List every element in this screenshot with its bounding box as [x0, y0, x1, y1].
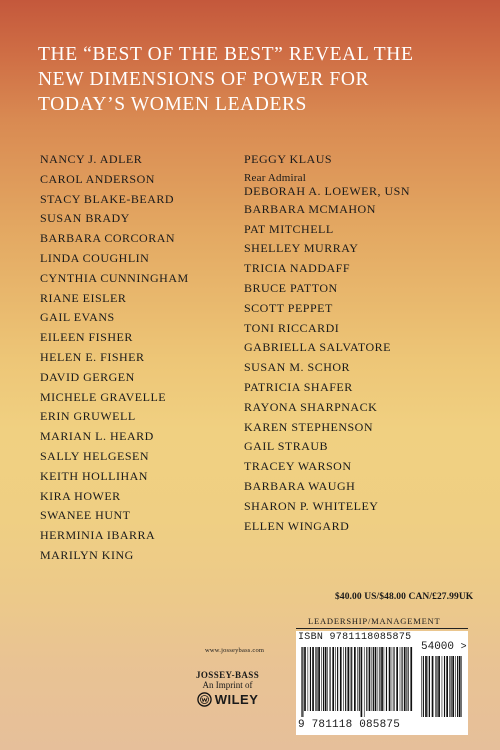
barcode-bar: [347, 647, 349, 711]
barcode-bar: [402, 647, 403, 711]
website: www.josseybass.com: [205, 647, 265, 654]
contributor-name: ERIN GRUWELL: [40, 409, 136, 424]
barcode-bar: [304, 647, 306, 711]
barcode-bar: [429, 656, 430, 717]
barcode-bar: [425, 656, 427, 717]
barcode-bar: [332, 647, 334, 711]
barcode-bar: [406, 647, 407, 711]
barcode-bar: [321, 647, 322, 711]
contributor-name: CAROL ANDERSON: [40, 171, 155, 186]
barcode-bar: [379, 647, 380, 711]
barcode-bar: [357, 647, 358, 711]
publisher-name: JOSSEY-BASS: [196, 670, 260, 680]
barcode-bar: [350, 647, 351, 711]
barcode-bar: [384, 647, 385, 711]
headline: [38, 42, 478, 117]
barcode-number: 9 781118 085875: [298, 719, 401, 731]
barcode-bar: [396, 647, 398, 711]
barcode-bar: [410, 647, 412, 711]
barcode-bar: [364, 647, 365, 717]
contributor-name: SALLY HELGESEN: [40, 448, 150, 463]
contributor-name: RAYONA SHARPNACK: [244, 399, 378, 414]
barcode-bar: [316, 647, 317, 711]
barcode-bar: [451, 656, 452, 717]
category-label: LEADERSHIP/MANAGEMENT: [308, 616, 441, 626]
contributor-name: BARBARA CORCORAN: [40, 231, 176, 246]
barcode-addon: [420, 656, 464, 717]
contributor-name: BARBARA MCMAHON: [244, 201, 376, 216]
contributor-name: GAIL STRAUB: [244, 439, 329, 454]
barcode-bar: [361, 647, 363, 717]
barcode-main: [300, 647, 414, 717]
price: $40.00 US/$48.00 CAN/£27.99UK: [335, 592, 474, 602]
contributor-name: KAREN STEPHENSON: [244, 419, 374, 434]
contributor-name: SHELLEY MURRAY: [244, 241, 359, 256]
publisher-block: [196, 670, 259, 707]
barcode-bar: [386, 647, 387, 711]
contributor-name: SWANEE HUNT: [40, 508, 131, 523]
contributor-ranked: [244, 170, 410, 200]
barcode-bar: [351, 647, 352, 711]
barcode-bar: [359, 647, 360, 711]
barcode-bar: [366, 647, 367, 711]
barcode-panel: [296, 631, 468, 735]
contributor-name: EILEEN FISHER: [40, 330, 133, 345]
contributor-name: TRACEY WARSON: [244, 459, 352, 474]
contributor-name: DEBORAH A. LOEWER, USN: [244, 183, 410, 198]
contributor-name: HELEN E. FISHER: [40, 349, 145, 364]
isbn-label: ISBN 9781118085875: [298, 632, 412, 643]
barcode-bar: [432, 656, 434, 717]
barcode-bar: [369, 647, 371, 711]
contributor-name: RIANE EISLER: [40, 290, 127, 305]
barcode-bar: [444, 656, 445, 717]
barcode-bar: [438, 656, 440, 717]
barcode-bar: [318, 647, 320, 711]
barcode-bar: [375, 647, 377, 711]
barcode-bar: [335, 647, 336, 711]
barcode-bar: [392, 647, 393, 711]
headline-line: THE “BEST OF THE BEST” REVEAL THE: [38, 44, 414, 65]
barcode-bar: [421, 656, 422, 717]
barcode-bar: [389, 647, 391, 711]
barcode-bar: [428, 656, 429, 717]
contributor-name: NANCY J. ADLER: [40, 152, 143, 166]
contributors-left-column: [40, 150, 189, 566]
wiley-name: WILEY: [214, 692, 259, 707]
barcode-bar: [393, 647, 394, 711]
barcode-bar: [372, 647, 373, 711]
barcode-bar: [449, 656, 450, 717]
barcode-bar: [400, 647, 401, 711]
barcode-bar: [457, 656, 458, 717]
contributor-name: PAT MITCHELL: [244, 221, 334, 236]
barcode-bar: [327, 647, 328, 711]
price-code-value: 54000: [421, 641, 455, 653]
barcode-bar: [343, 647, 344, 711]
contributor-rank: Rear Admiral: [244, 171, 306, 184]
contributor-name: TRICIA NADDAFF: [244, 261, 351, 276]
barcode-bar: [461, 656, 462, 717]
barcode-bar: [436, 656, 437, 717]
contributor-name: BRUCE PATTON: [244, 280, 338, 295]
contributor-name: MARIAN L. HEARD: [40, 429, 154, 444]
barcode-bar: [330, 647, 331, 711]
barcode-bar: [308, 647, 309, 711]
contributor-name: TONI RICCARDI: [244, 320, 340, 335]
barcode-bar: [459, 656, 461, 717]
contributor-name: SCOTT PEPPET: [244, 300, 333, 315]
contributor-name: DAVID GERGEN: [40, 369, 135, 384]
barcode-bar: [325, 647, 327, 711]
contributor-name: SHARON P. WHITELEY: [244, 498, 379, 513]
contributor-name: PEGGY KLAUS: [244, 152, 333, 166]
contributor-name: GABRIELLA SALVATORE: [244, 340, 391, 355]
barcode-bar: [340, 647, 342, 711]
barcode-bar: [435, 656, 436, 717]
barcode-bar: [345, 647, 346, 711]
contributor-name: PATRICIA SHAFER: [244, 379, 353, 394]
contributor-name: LINDA COUGHLIN: [40, 250, 150, 265]
barcode-bar: [452, 656, 454, 717]
barcode-bar: [446, 656, 448, 717]
barcode-bar: [378, 647, 379, 711]
contributor-name: CYNTHIA CUNNINGHAM: [40, 270, 189, 285]
contributor-name: SUSAN BRADY: [40, 211, 130, 226]
wiley-logo: [196, 692, 259, 707]
contributor-name: GAIL EVANS: [40, 310, 115, 325]
barcode-bar: [337, 647, 338, 711]
contributor-name: STACY BLAKE-BEARD: [40, 191, 175, 206]
barcode-bar: [408, 647, 409, 711]
contributor-name: KEITH HOLLIHAN: [40, 468, 148, 483]
barcode-bar: [404, 647, 406, 711]
barcode-bar: [301, 647, 302, 717]
headline-line: TODAY’S WOMEN LEADERS: [38, 94, 308, 115]
barcode-bar: [323, 647, 324, 711]
barcode-bar: [381, 647, 383, 711]
contributor-name: ELLEN WINGARD: [244, 518, 350, 533]
wiley-seal-icon: [197, 692, 212, 707]
barcode-bar: [423, 656, 424, 717]
barcode-bar: [310, 647, 311, 711]
contributor-name: MICHELE GRAVELLE: [40, 389, 167, 404]
barcode-bar: [312, 647, 314, 711]
barcode-bar: [442, 656, 443, 717]
contributor-name: SUSAN M. SCHOR: [244, 360, 351, 375]
barcode-bar: [354, 647, 356, 711]
contributor-name: MARILYN KING: [40, 547, 134, 562]
divider: [296, 628, 468, 629]
price-code-marker: >: [460, 642, 467, 653]
barcode-bar: [455, 656, 456, 717]
contributor-name: BARBARA WAUGH: [244, 478, 356, 493]
imprint-text: An Imprint of: [202, 680, 253, 690]
contributor-name: KIRA HOWER: [40, 488, 121, 503]
barcode-bar: [373, 647, 374, 711]
contributor-name: HERMINIA IBARRA: [40, 528, 156, 543]
barcode-bar: [315, 647, 316, 711]
contributors-right-column: [244, 150, 410, 536]
barcode-bar: [302, 647, 303, 717]
price-code: [421, 641, 467, 653]
headline-line: NEW DIMENSIONS OF POWER FOR: [38, 69, 370, 90]
